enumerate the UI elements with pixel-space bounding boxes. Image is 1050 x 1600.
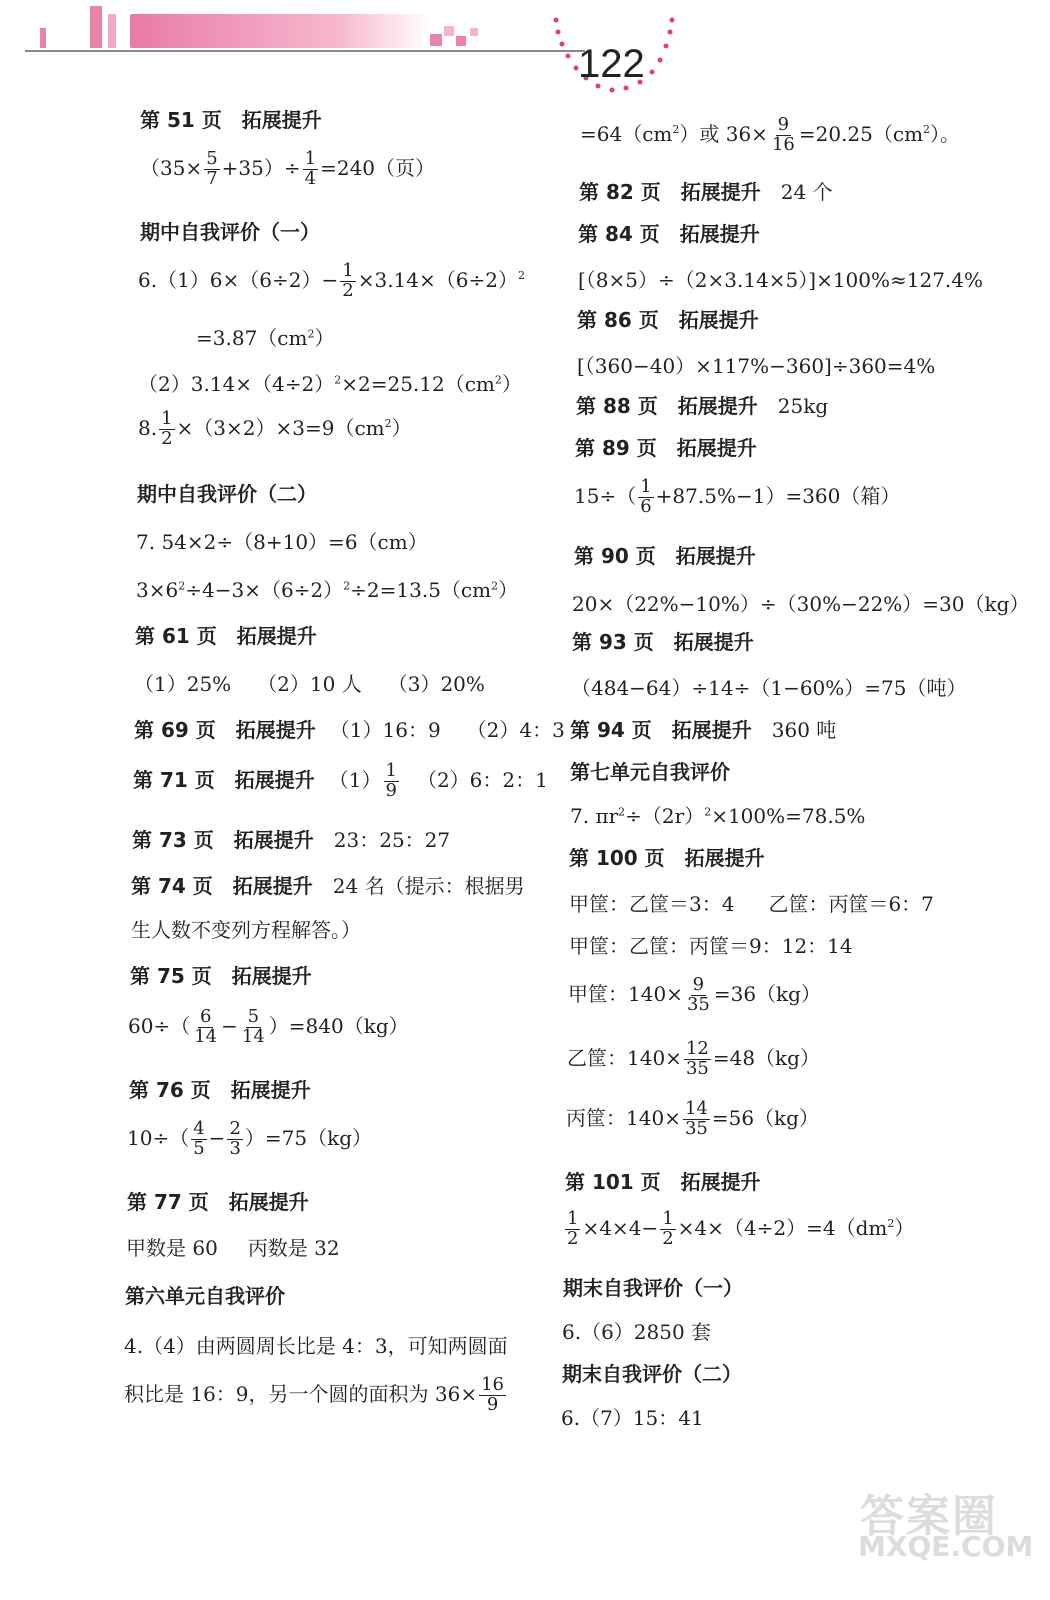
fraction: $\frac{16}{9}$ [481, 1374, 505, 1415]
answer-line: 6.（7）15：41 [561, 1406, 704, 1430]
fraction: $\frac{5}{14}$ [241, 1006, 265, 1047]
header-square [456, 36, 466, 46]
answer-line: $\frac{1}{2}$ ×4×4− $\frac{1}{2}$ $\times 4\times(4\div 2)=4(dm^2)$ [567, 1208, 915, 1249]
section-heading: 期末自我评价（二） [562, 1362, 742, 1386]
header-band [130, 14, 430, 48]
section-heading: 第 93 页 拓展提升 [572, 630, 754, 654]
answer-line: $(2)3.14\times(4\div 2)^2\times 2=25.12(cm^2)$ [138, 372, 522, 396]
section-heading: 第 84 页 拓展提升 [578, 222, 760, 246]
fraction: $\frac{6}{14}$ [194, 1006, 218, 1047]
section-heading: 第六单元自我评价 [125, 1284, 285, 1308]
section-heading: 期中自我评价（二） [137, 482, 317, 506]
answer-line: 8. $\frac{1}{2}$ $\times(3\times 2)\times 3=9(cm^2)$ [138, 408, 412, 449]
fraction: $\frac{5}{7}$ [206, 148, 218, 189]
answer-line: 丙筐：140× $\frac{14}{35}$ =56（kg） [566, 1098, 819, 1139]
fraction: $\frac{1}{2}$ [161, 408, 173, 449]
answer-line: 60÷（ $\frac{6}{14}$ − $\frac{5}{14}$ ）=840（kg） [128, 1006, 409, 1047]
section-heading: 第 77 页 拓展提升 [127, 1190, 309, 1214]
answer-line: 生人数不变列方程解答。） [131, 918, 361, 942]
section-heading: 第 76 页 拓展提升 [129, 1078, 311, 1102]
answer-line: 乙筐：140× $\frac{12}{35}$ =48（kg） [567, 1038, 820, 1079]
answer-line: 20×（22%−10%）÷（30%−22%）=30（kg） [572, 592, 1030, 616]
header-square [444, 26, 454, 36]
answer-line: 第 73 页 拓展提升 23：25：27 [132, 828, 451, 852]
header-bar [90, 6, 102, 48]
watermark-logo: 答案圈 [860, 1491, 998, 1542]
answer-line: $=3.87(cm^2)$ [196, 326, 335, 350]
answer-line: $=64(cm^2)$或 36× $\frac{9}{16}$ $=20.25(cm^2)$。 [580, 114, 961, 155]
answer-line: [（360−40）×117%−360]÷360=4% [577, 354, 936, 378]
answer-line: 第 74 页 拓展提升 24 名（提示：根据男 [131, 874, 525, 898]
header-rule [25, 50, 585, 52]
answer-line: 甲数是 60 丙数是 32 [126, 1236, 340, 1260]
answer-line: 第 82 页 拓展提升 24 个 [579, 180, 833, 204]
answer-line: 第 88 页 拓展提升 25kg [576, 394, 829, 418]
section-heading: 期中自我评价（一） [140, 220, 320, 244]
answer-line: 甲筐：乙筐：丙筐＝9：12：14 [569, 934, 853, 958]
fraction: $\frac{9}{16}$ [771, 114, 795, 155]
section-heading: 期末自我评价（一） [563, 1276, 743, 1300]
answer-line: （484−64）÷14÷（1−60%）=75（吨） [571, 676, 967, 700]
watermark-url: MXQE.COM [858, 1530, 1034, 1563]
answer-line: 第 94 页 拓展提升 360 吨 [570, 718, 837, 742]
section-heading: 第 89 页 拓展提升 [575, 436, 757, 460]
header-square [430, 34, 442, 46]
fraction: $\frac{2}{3}$ [229, 1118, 241, 1159]
header-bar [108, 14, 116, 48]
answer-line: 6.（6）2850 套 [562, 1320, 712, 1344]
section-heading: 第 75 页 拓展提升 [130, 964, 312, 988]
answer-line: （35× $\frac{5}{7}$ +35）÷ $\frac{1}{4}$ =240（页） [140, 148, 436, 189]
fraction: $\frac{1}{2}$ [662, 1208, 674, 1249]
fraction: $\frac{1}{2}$ [342, 260, 354, 301]
fraction: $\frac{1}{9}$ [385, 760, 397, 801]
header-square [470, 28, 478, 36]
section-heading: 第 90 页 拓展提升 [574, 544, 756, 568]
answer-line: 甲筐：140× $\frac{9}{35}$ =36（kg） [568, 974, 821, 1015]
section-heading: 第 86 页 拓展提升 [577, 308, 759, 332]
fraction: $\frac{1}{2}$ [567, 1208, 579, 1249]
answer-line: 7. $\pi r^2\div(2r)^2\times 100\%=78.5\%$ [570, 804, 866, 828]
answer-line: 甲筐：乙筐＝3：4 乙筐：丙筐＝6：7 [569, 892, 934, 916]
answer-line: 第 69 页 拓展提升 （1）16：9 （2）4：3 [134, 718, 565, 742]
answer-line: 15÷（ $\frac{1}{6}$ +87.5%−1）=360（箱） [574, 476, 901, 517]
answer-line: 6.（1）6×（6÷2）− $\frac{1}{2}$ $\times 3.14\times(6\div 2)^2$ [138, 260, 525, 301]
fraction: $\frac{9}{35}$ [686, 974, 710, 1015]
answer-line: 第 71 页 拓展提升 （1） $\frac{1}{9}$ （2）6：2：1 [133, 760, 548, 801]
section-heading: 第 100 页 拓展提升 [569, 846, 765, 870]
section-heading: 第 51 页 拓展提升 [140, 108, 322, 132]
answer-line: 4.（4）由两圆周长比是 4：3，可知两圆面 [124, 1334, 508, 1358]
fraction: $\frac{12}{35}$ [685, 1038, 709, 1079]
answer-line: 10÷（ $\frac{4}{5}$ − $\frac{2}{3}$ ）=75（kg） [127, 1118, 373, 1159]
fraction: $\frac{14}{35}$ [684, 1098, 708, 1139]
answer-line: 积比是 16：9，另一个圆的面积为 36× $\frac{16}{9}$ [124, 1374, 505, 1415]
section-heading: 第 101 页 拓展提升 [565, 1170, 761, 1194]
page-number: 122 [578, 42, 645, 86]
answer-line: $3\times 6^2\div 4-3\times(6\div 2)^2\div 2=13.5(cm^2)$ [136, 578, 519, 602]
fraction: $\frac{1}{6}$ [640, 476, 652, 517]
section-heading: 第七单元自我评价 [570, 760, 730, 784]
fraction: $\frac{4}{5}$ [193, 1118, 205, 1159]
fraction: $\frac{1}{4}$ [304, 148, 317, 189]
answer-line: 7. 54×2÷（8+10）=6（cm） [136, 530, 428, 554]
section-heading: 第 61 页 拓展提升 [135, 624, 317, 648]
header-bar [40, 28, 46, 48]
answer-line: （1）25% （2）10 人 （3）20% [134, 672, 485, 696]
answer-line: [（8×5）÷（2×3.14×5）]×100%≈127.4% [578, 268, 984, 292]
